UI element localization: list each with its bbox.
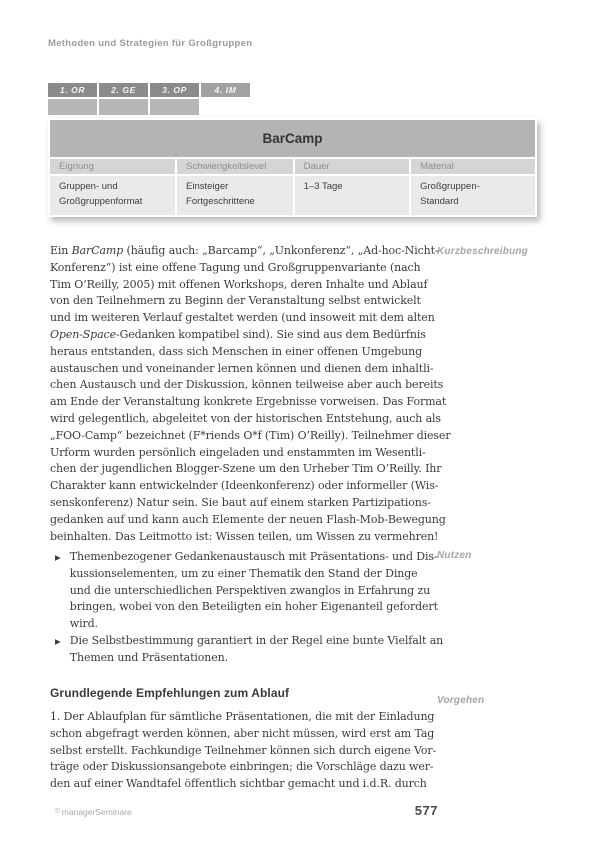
- thumb-tab-underline-box: [99, 99, 148, 115]
- column-header-schwierigkeitslevel: Schwierigkeitslevel: [177, 159, 293, 174]
- nutzen-bullet-list: [55, 549, 443, 667]
- margin-label-nutzen: Nutzen: [437, 550, 472, 561]
- cell-eignung: Gruppen- und Großgruppenformat: [50, 176, 175, 215]
- bullet-text: Themenbezogener Gedankenaustausch mit Präsentations- und Dis- kussionselementen, um zu einer Thematik den Stand der Dinge und die unterschiedlichen Perspektiven zwanglos in Erfahrung zu bringen, wobei von den Beteiligten ein hoher Eigenanteil gefordert wird.: [69, 550, 438, 631]
- triangle-bullet-icon: ▶: [55, 553, 61, 562]
- thumb-tab-row: [48, 83, 250, 97]
- cell-dauer: 1–3 Tage: [295, 176, 409, 215]
- method-info-table: [48, 118, 537, 217]
- method-title: BarCamp: [50, 120, 535, 157]
- thumb-tab-underline-box: [150, 99, 199, 115]
- margin-label-vorgehen: Vorgehen: [437, 695, 485, 706]
- triangle-bullet-icon: ▶: [55, 636, 61, 646]
- thumb-tab-im: 4. IM: [201, 83, 250, 97]
- cell-schwierigkeitslevel: Einsteiger Fortgeschrittene: [177, 176, 293, 215]
- bullet-text: Die Selbstbestimmung garantiert in der Regel eine bunte Vielfalt an Themen und Präsentationen.: [69, 633, 444, 664]
- thumb-tab-op: 3. OP: [150, 83, 199, 97]
- page-number: 577: [414, 803, 438, 818]
- column-header-dauer: Dauer: [295, 159, 409, 174]
- footer-copyright: [55, 807, 132, 817]
- thumb-tab-underline-box: [48, 99, 97, 115]
- thumb-tab-or: 1. OR: [48, 83, 97, 97]
- column-header-material: Material: [411, 159, 535, 174]
- vorgehen-paragraph: 1. Der Ablaufplan für sämtliche Präsentationen, die mit der Einladung schon abgefragt werden können, aber nicht müssen, wird erst am Tag selbst erstellt. Fachkundige Teilnehmer können sich durch eigene Vor- träge oder Diskussionsangebote einbringen; die Vorschläge dazu wer- den auf einer Wandtafel öffentlich sichtbar gemacht und i.d.R. durch: [50, 710, 437, 791]
- copyright-icon: ©: [55, 807, 60, 815]
- list-item: [55, 549, 443, 633]
- cell-material: Großgruppen- Standard: [411, 176, 535, 215]
- running-head: Methoden und Strategien für Großgruppen: [48, 38, 253, 49]
- thumb-tab-underline-row: [48, 99, 199, 115]
- margin-label-kurzbeschreibung: Kurzbeschreibung: [437, 246, 528, 257]
- copyright-text: managerSeminare: [61, 807, 132, 817]
- section-heading: Grundlegende Empfehlungen zum Ablauf: [50, 686, 290, 700]
- thumb-tab-ge: 2. GE: [99, 83, 148, 97]
- column-header-eignung: Eignung: [50, 159, 175, 174]
- kurzbeschreibung-paragraph: Ein BarCamp (häufig auch: „Barcamp“, „Unkonferenz“, „Ad-hoc-Nicht- Konferenz“) ist eine offene Tagung und Großgruppenvariante (nach Tim O’Reilly, 2005) mit offenen Workshops, deren Inhalte und Ablauf von den Teilnehmern zu Beginn der Veranstaltung selbst entwickelt und im weiteren Verlauf gestaltet werden (und insoweit mit dem alten Open-Space-Gedanken kompatibel sind). Sie sind aus dem Bedürfnis heraus entstanden, dass sich Menschen in einer offenen Umgebung austauschen und voneinander lernen können und dienen dem inhaltli- chen Austausch und der Diskussion, können teilweise aber auch bereits am Ende der Veranstaltung konkrete Ergebnisse vorweisen. Das Format wird gelegentlich, abgeleitet von der historischen Entstehung, auch als „FOO-Camp“ bezeichnet (F*riends O*f (Tim) O’Reilly). Teilnehmer dieser Urform wurden persönlich eingeladen und enstammten im Wesentli- chen der jugendlichen Blogger-Szene um den Urheber Tim O’Reilly. Ihr Charakter kann entwickelnder (Ideenkonferenz) oder informeller (Wis- senskonferenz) Natur sein. Sie baut auf einem starken Partizipations- gedanken auf und kann auch Elemente der neuen Flash-Mob-Bewegung beinhalten. Das Leitmotto ist: Wissen teilen, um Wissen zu vermehren!: [50, 244, 451, 543]
- list-item: [55, 633, 443, 667]
